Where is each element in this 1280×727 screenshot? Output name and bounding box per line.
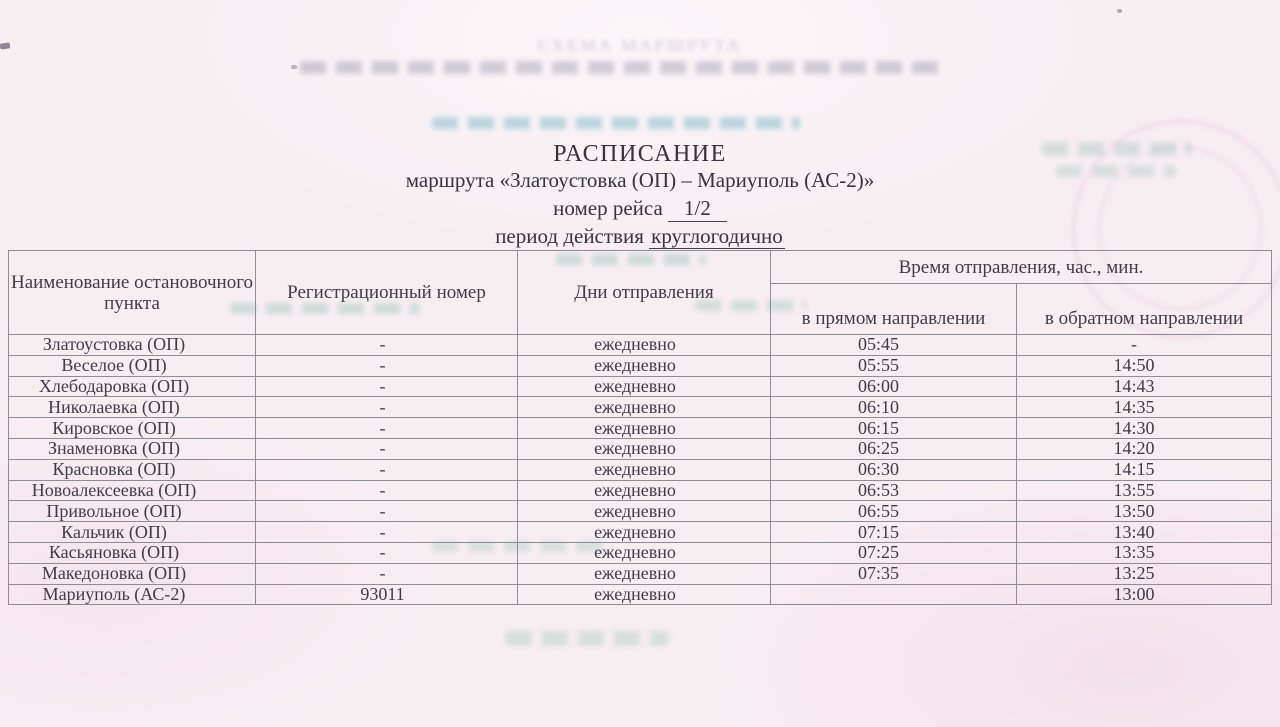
col-header-departure-time-group: Время отправления, час., мин. xyxy=(771,251,1272,284)
table-row xyxy=(9,584,1272,605)
departure-days-cell: ежедневно xyxy=(518,584,771,605)
col-header-departure-days: Дни отправления xyxy=(518,251,771,335)
ink-speck xyxy=(0,42,10,49)
departure-days-cell: ежедневно xyxy=(518,376,771,397)
stop-name-cell: Златоустовка (ОП) xyxy=(9,335,256,356)
col-header-reverse-direction: в обратном направлении xyxy=(1017,284,1272,335)
reverse-time-cell: 14:30 xyxy=(1017,418,1272,439)
trip-number-value: 1/2 xyxy=(668,196,727,222)
trip-number-label: номер рейса xyxy=(553,196,663,220)
col-header-registration-number: Регистрационный номер xyxy=(256,251,518,335)
registration-number-cell: - xyxy=(256,335,518,356)
table-row xyxy=(9,438,1272,459)
schedule-table xyxy=(8,250,1272,605)
forward-time-cell: 06:25 xyxy=(771,438,1017,459)
departure-days-cell: ежедневно xyxy=(518,501,771,522)
document-title: РАСПИСАНИЕ xyxy=(553,141,727,167)
forward-time-cell: 06:53 xyxy=(771,480,1017,501)
reverse-time-cell: 14:50 xyxy=(1017,355,1272,376)
table-row xyxy=(9,542,1272,563)
table-row xyxy=(9,522,1272,543)
reverse-time-cell: 13:35 xyxy=(1017,542,1272,563)
col-header-forward-direction: в прямом направлении xyxy=(771,284,1017,335)
stop-name-cell: Красновка (ОП) xyxy=(9,459,256,480)
registration-number-cell: - xyxy=(256,480,518,501)
departure-days-cell: ежедневно xyxy=(518,418,771,439)
reverse-time-cell: 14:35 xyxy=(1017,397,1272,418)
col-header-stop-name: Наименование остановочного пункта xyxy=(9,251,256,335)
registration-number-cell: - xyxy=(256,438,518,459)
ink-speck xyxy=(1117,9,1122,13)
stop-name-cell: Мариуполь (АС-2) xyxy=(9,584,256,605)
validity-label: период действия xyxy=(495,224,644,248)
reverse-time-cell: - xyxy=(1017,335,1272,356)
trip-number-line xyxy=(0,196,1280,222)
stop-name-cell: Николаевка (ОП) xyxy=(9,397,256,418)
registration-number-cell: - xyxy=(256,376,518,397)
registration-number-cell: - xyxy=(256,355,518,376)
validity-value: круглогодично xyxy=(651,224,783,248)
registration-number-cell: - xyxy=(256,522,518,543)
departure-days-cell: ежедневно xyxy=(518,355,771,376)
forward-time-cell: 07:35 xyxy=(771,563,1017,584)
reverse-time-cell: 14:43 xyxy=(1017,376,1272,397)
table-row xyxy=(9,459,1272,480)
stop-name-cell: Касьяновка (ОП) xyxy=(9,542,256,563)
table-row xyxy=(9,501,1272,522)
stop-name-cell: Новоалексеевка (ОП) xyxy=(9,480,256,501)
ink-speck xyxy=(291,65,297,69)
reverse-time-cell: 13:40 xyxy=(1017,522,1272,543)
registration-number-cell: - xyxy=(256,418,518,439)
table-header-row xyxy=(9,251,1272,284)
reverse-time-cell: 13:55 xyxy=(1017,480,1272,501)
forward-time-cell: 05:55 xyxy=(771,355,1017,376)
bleedthrough-smudge xyxy=(300,61,945,74)
forward-time-cell xyxy=(771,584,1017,605)
registration-number-cell: - xyxy=(256,397,518,418)
departure-days-cell: ежедневно xyxy=(518,563,771,584)
forward-time-cell: 06:00 xyxy=(771,376,1017,397)
registration-number-cell: - xyxy=(256,563,518,584)
reverse-time-cell: 14:20 xyxy=(1017,438,1272,459)
stop-name-cell: Привольное (ОП) xyxy=(9,501,256,522)
departure-days-cell: ежедневно xyxy=(518,522,771,543)
forward-time-cell: 07:15 xyxy=(771,522,1017,543)
departure-days-cell: ежедневно xyxy=(518,542,771,563)
stop-name-cell: Веселое (ОП) xyxy=(9,355,256,376)
departure-days-cell: ежедневно xyxy=(518,480,771,501)
table-row xyxy=(9,335,1272,356)
forward-time-cell: 06:10 xyxy=(771,397,1017,418)
table-row xyxy=(9,563,1272,584)
forward-time-cell: 07:25 xyxy=(771,542,1017,563)
validity-line xyxy=(0,224,1280,249)
stop-name-cell: Кировское (ОП) xyxy=(9,418,256,439)
registration-number-cell: - xyxy=(256,501,518,522)
departure-days-cell: ежедневно xyxy=(518,397,771,418)
reverse-time-cell: 13:25 xyxy=(1017,563,1272,584)
table-row xyxy=(9,418,1272,439)
registration-number-cell: 93011 xyxy=(256,584,518,605)
table-row xyxy=(9,376,1272,397)
forward-time-cell: 06:15 xyxy=(771,418,1017,439)
bleedthrough-smudge-teal xyxy=(432,117,800,129)
forward-time-cell: 06:55 xyxy=(771,501,1017,522)
reverse-time-cell: 14:15 xyxy=(1017,459,1272,480)
forward-time-cell: 06:30 xyxy=(771,459,1017,480)
departure-days-cell: ежедневно xyxy=(518,335,771,356)
reverse-time-cell: 13:00 xyxy=(1017,584,1272,605)
registration-number-cell: - xyxy=(256,542,518,563)
stop-name-cell: Знаменовка (ОП) xyxy=(9,438,256,459)
bleedthrough-smudge-green xyxy=(505,631,669,646)
stop-name-cell: Македоновка (ОП) xyxy=(9,563,256,584)
reverse-time-cell: 13:50 xyxy=(1017,501,1272,522)
departure-days-cell: ежедневно xyxy=(518,459,771,480)
stop-name-cell: Кальчик (ОП) xyxy=(9,522,256,543)
table-row xyxy=(9,397,1272,418)
bleedthrough-heading-text: СХЕМА МАРШРУТА xyxy=(537,36,743,55)
route-subtitle: маршрута «Златоустовка (ОП) – Мариуполь (АС-2)» xyxy=(405,168,875,192)
table-row xyxy=(9,480,1272,501)
forward-time-cell: 05:45 xyxy=(771,335,1017,356)
registration-number-cell: - xyxy=(256,459,518,480)
stop-name-cell: Хлебодаровка (ОП) xyxy=(9,376,256,397)
departure-days-cell: ежедневно xyxy=(518,438,771,459)
table-row xyxy=(9,355,1272,376)
